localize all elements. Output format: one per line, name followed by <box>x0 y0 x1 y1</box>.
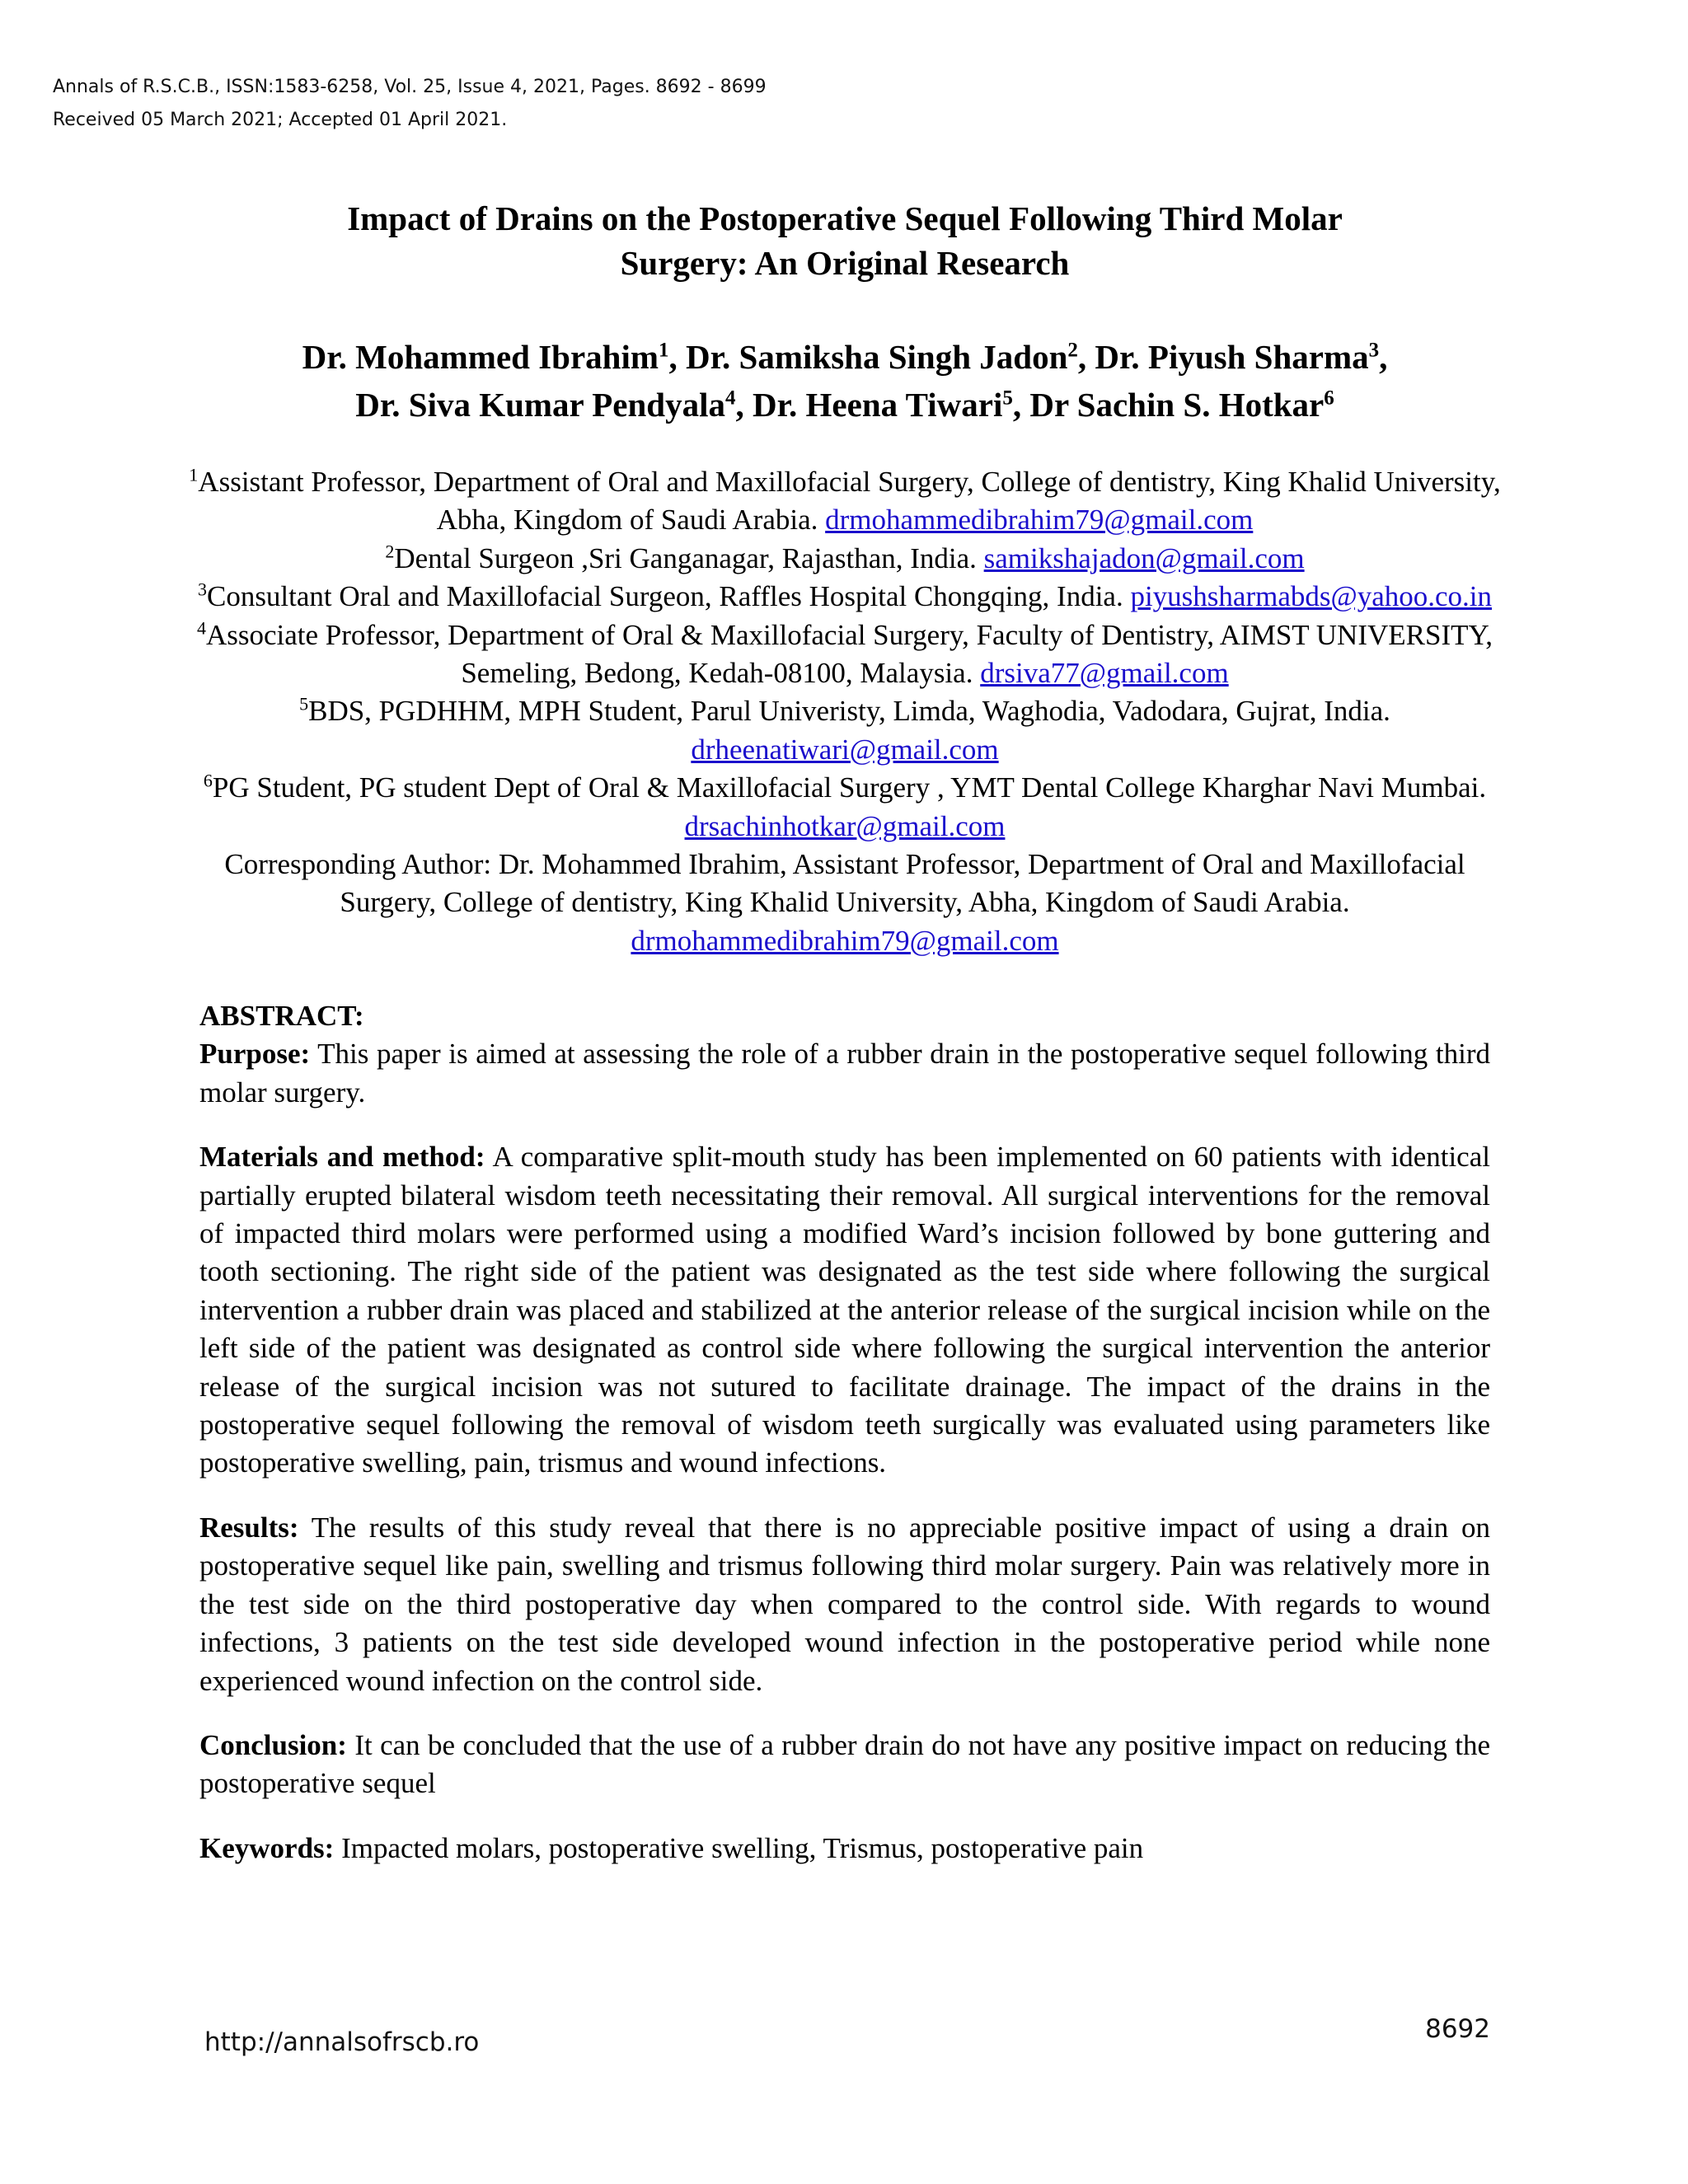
author: Dr. Samiksha Singh Jadon$^2$, <box>686 338 1095 376</box>
affiliation-text: Associate Professor, Department of Oral & Maxillofacial Surgery, Faculty of Dentistry, AIMST UNIVERSITY, Semeling, Bedong, Kedah-08100, Malaysia. <box>205 618 1493 690</box>
author-affiliation-number: 3 <box>1368 339 1380 362</box>
methods-label: Materials and method: <box>199 1141 485 1174</box>
author: Dr. Siva Kumar Pendyala$^4$, <box>355 386 753 424</box>
affiliation-text: Assistant Professor, Department of Oral and Maxillofacial Surgery, College of dentistry, King Khalid University, Abha, Kingdom of Saudi Arabia. <box>198 466 1501 537</box>
affiliation-text: Consultant Oral and Maxillofacial Surgeon, Raffles Hospital Chongqing, India. <box>206 580 1131 613</box>
purpose-text: This paper is aimed at assessing the role of a rubber drain in the postoperative sequel following third molar surgery. <box>199 1038 1490 1108</box>
author-affiliation-number: 4 <box>725 387 736 410</box>
journal-header <box>53 71 767 137</box>
author-affiliation-number: 5 <box>1002 387 1013 410</box>
affiliation-text: Dental Surgeon ,Sri Ganganagar, Rajasthan, India. <box>394 541 984 574</box>
email-link[interactable]: drsachinhotkar@gmail.com <box>684 809 1006 842</box>
keywords-text: Impacted molars, postoperative swelling, Trismus, postoperative pain <box>334 1831 1144 1864</box>
affiliation-number: 2 <box>385 541 395 562</box>
email-link[interactable]: piyushsharmabds@yahoo.co.in <box>1130 580 1493 613</box>
conclusion-text: It can be concluded that the use of a rubber drain do not have any positive impact on reducing the postoperative sequel <box>199 1728 1490 1800</box>
paper-title <box>198 196 1492 285</box>
email-link[interactable]: drsiva77@gmail.com <box>980 657 1229 690</box>
affiliation-item <box>188 578 1502 616</box>
received-accepted-line: Received 05 March 2021; Accepted 01 April 2021. <box>53 110 508 130</box>
corresponding-author <box>188 846 1502 960</box>
affiliation-text: BDS, PGDHHM, MPH Student, Parul Univeristy, Limda, Waghodia, Vadodara, Gujrat, India. <box>308 695 1390 728</box>
keywords-label: Keywords: <box>199 1831 335 1864</box>
corresponding-author-text: Corresponding Author: Dr. Mohammed Ibrahim, Assistant Professor, Department of Oral and Maxillofacial Surgery, College of dentistry, King Khalid University, Abha, Kingdom of Saudi Arabia. <box>224 848 1465 919</box>
affiliation-item <box>188 616 1502 693</box>
email-link[interactable]: samikshajadon@gmail.com <box>983 541 1305 574</box>
results-text: The results of this study reveal that there is no appreciable positive impact of using a drain on postoperative sequel like pain, swelling and trismus following third molar surgery. Pain was relatively more in the test side on the third postoperative day when compared to the control side. With regards to wound infections, 3 patients on the test side developed wound infection in the postoperative period while none experienced wound infection on the control side. <box>199 1511 1490 1697</box>
author-affiliation-number: 2 <box>1067 339 1078 362</box>
author: Dr Sachin S. Hotkar$^6$ <box>1029 386 1334 424</box>
author-affiliation-number: 1 <box>659 339 669 362</box>
author-list <box>165 333 1525 429</box>
author: Dr. Piyush Sharma$^3$, <box>1095 338 1388 376</box>
purpose-label: Purpose: <box>199 1038 311 1071</box>
affiliation-item <box>188 692 1502 769</box>
title-line-1: Impact of Drains on the Postoperative Sequel Following Third Molar <box>347 199 1343 237</box>
conclusion-paragraph <box>199 1727 1490 1803</box>
keywords-paragraph <box>199 1830 1490 1868</box>
title-line-2: Surgery: An Original Research <box>620 244 1070 282</box>
author-affiliation-number: 6 <box>1324 387 1334 410</box>
author: Dr. Mohammed Ibrahim$^1$, <box>302 338 687 376</box>
affiliation-item <box>188 540 1502 578</box>
footer-url[interactable]: http://annalsofrscb.ro <box>204 2027 480 2057</box>
email-link[interactable]: drheenatiwari@gmail.com <box>691 733 999 766</box>
affiliation-item <box>188 769 1502 846</box>
methods-text: A comparative split-mouth study has been implemented on 60 patients with identical partially erupted bilateral wisdom teeth necessitating their removal. All surgical interventions for the removal of impacted third molars were performed using a modified Ward’s incision followed by bone guttering and tooth sectioning. The right side of the patient was designated as the test side where following the surgical intervention a rubber drain was placed and stabilized at the anterior release of the surgical incision while on the left side of the patient was designated as control side where following the surgical intervention the anterior release of the surgical incision was not sutured to facilitate drainage. The impact of the drains in the postoperative sequel following the removal of wisdom teeth surgically was evaluated using parameters like postoperative swelling, pain, trismus and wound infections. <box>199 1141 1490 1479</box>
journal-citation-line: Annals of R.S.C.B., ISSN:1583-6258, Vol. 25, Issue 4, 2021, Pages. 8692 - 8699 <box>53 77 767 97</box>
affiliation-number: 1 <box>189 464 199 485</box>
author: Dr. Heena Tiwari$^5$, <box>753 386 1030 424</box>
affiliation-number: 5 <box>299 693 309 715</box>
conclusion-label: Conclusion: <box>199 1728 347 1761</box>
abstract-section <box>199 997 1490 1894</box>
methods-paragraph <box>199 1138 1490 1483</box>
page-number: 8692 <box>1425 2014 1490 2044</box>
affiliation-item <box>188 463 1502 540</box>
results-paragraph <box>199 1509 1490 1700</box>
abstract-heading: ABSTRACT: <box>199 1000 364 1032</box>
results-label: Results: <box>199 1511 299 1544</box>
affiliations <box>188 463 1502 960</box>
email-link[interactable]: drmohammedibrahim79@gmail.com <box>631 924 1059 957</box>
affiliation-text: PG Student, PG student Dept of Oral & Maxillofacial Surgery , YMT Dental College Kharghar Navi Mumbai. <box>212 771 1487 804</box>
affiliation-number: 6 <box>203 770 213 791</box>
email-link[interactable]: drmohammedibrahim79@gmail.com <box>825 504 1254 537</box>
affiliation-number: 4 <box>196 616 206 638</box>
affiliation-number: 3 <box>197 579 207 600</box>
purpose-paragraph <box>199 1035 1490 1112</box>
